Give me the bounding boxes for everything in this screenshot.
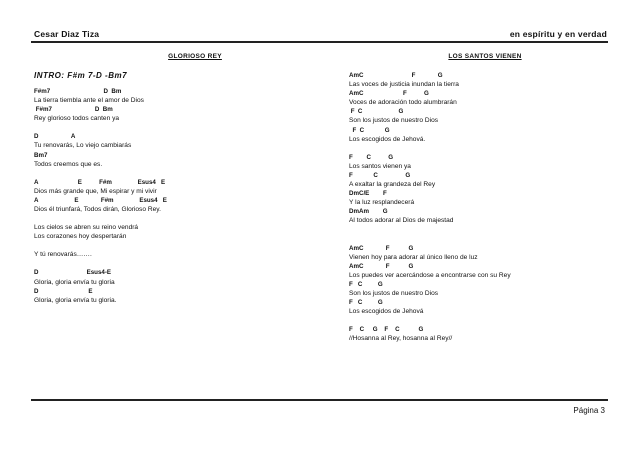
song-lines (349, 71, 611, 343)
lyric-line: Las voces de justicia inundan la tierra (349, 81, 459, 89)
page-number: Página 3 (573, 406, 605, 415)
song-title: GLORIOSO REY (168, 53, 222, 60)
chord-line: F C G (349, 171, 411, 179)
lyric-line: Vienen hoy para adorar al único lleno de luz (349, 253, 478, 261)
lyric-line: Y tú renovarás……. (34, 251, 92, 259)
lyric-line: Los puedes ver acercándose a encontrarse con su Rey (349, 271, 511, 279)
lyric-line: Voces de adoración todo alumbrarán (349, 99, 457, 107)
chord-line: DmAm G (349, 208, 388, 216)
lyric-line: Y la luz resplandecerá (349, 199, 415, 207)
header-author: Cesar Diaz Tiza (34, 29, 100, 39)
chord-line: AmC F G (349, 244, 414, 252)
chord-line: F C G (349, 153, 394, 161)
chord-line: AmC F G (349, 90, 429, 98)
song-title: LOS SANTOS VIENEN (448, 53, 522, 60)
chord-line: AmC F G (349, 72, 443, 79)
chord-line: F C G (349, 126, 390, 134)
footer-rule (31, 399, 608, 401)
chord-line: Bm7 (34, 151, 48, 159)
stanza-gap (34, 259, 310, 268)
lyric-line: Los santos vienen ya (349, 162, 411, 170)
chord-line: F C G (349, 108, 404, 116)
chord-line: DmC/E F (349, 190, 387, 198)
lyric-line: //Hosanna al Rey, hosanna al Rey// (349, 335, 453, 343)
lyric-line: Los escogidos de Jehová (349, 308, 424, 316)
lyric-line: Los corazones hoy despertarán (34, 233, 127, 241)
chord-line: F C G (349, 280, 383, 288)
header-rule (31, 41, 608, 43)
chord-line: AmC F G (349, 262, 414, 270)
lyric-line: Son los justos de nuestro Dios (349, 289, 439, 297)
chord-line: A E F#m Esus4 E (34, 196, 167, 204)
chord-line: D Esus4-E (34, 269, 112, 277)
lyric-line: Gloria, gloria envía tu gloria. (34, 296, 117, 304)
chord-line: F C G (349, 299, 383, 307)
lyric-line: Dios más grande que, Mi espirar y mi vivir (34, 187, 157, 195)
lyric-line: A exaltar la grandeza del Rey (349, 181, 436, 189)
lyric-line: Dios él triunfará, Todos dirán, Glorioso Rey. (34, 206, 161, 214)
lyric-line: Todos creemos que es. (34, 160, 103, 168)
stanza-gap (34, 169, 310, 178)
stanza-gap (349, 226, 611, 244)
song-intro: INTRO: F#m 7-D -Bm7 (34, 71, 128, 80)
lyric-line: Son los justos de nuestro Dios (349, 117, 439, 125)
chord-line: F C G F C G (349, 326, 424, 334)
chord-line: D E (34, 287, 93, 295)
stanza-gap (349, 144, 611, 153)
song-glorioso-rey (34, 53, 310, 305)
stanza-gap (34, 241, 310, 250)
chord-line: F#m7 D Bm (34, 106, 113, 114)
lyric-line: Gloria, gloria envía tu gloria (34, 278, 115, 286)
lyric-line: Los escogidos de Jehová. (349, 135, 426, 143)
lyric-line: Los cielos se abren su reino vendrá (34, 224, 139, 232)
lyric-line: Tu renovarás, Lo viejo cambiarás (34, 142, 132, 150)
lyric-line: Rey glorioso todos canten ya (34, 115, 120, 123)
chord-line: F#m7 D Bm (34, 88, 122, 95)
lyric-line: La tierra tiembla ante el amor de Dios (34, 97, 144, 105)
stanza-gap (34, 123, 310, 132)
song-los-santos-vienen (349, 53, 611, 343)
chord-line: A E F#m Esus4 E (34, 178, 166, 186)
stanza-gap (349, 316, 611, 325)
header-tagline: en espíritu y en verdad (509, 29, 607, 39)
chord-line: D A (34, 133, 76, 141)
lyric-line: Al todos adorar al Dios de majestad (349, 217, 454, 225)
song-lines (34, 87, 310, 305)
stanza-gap (34, 214, 310, 223)
